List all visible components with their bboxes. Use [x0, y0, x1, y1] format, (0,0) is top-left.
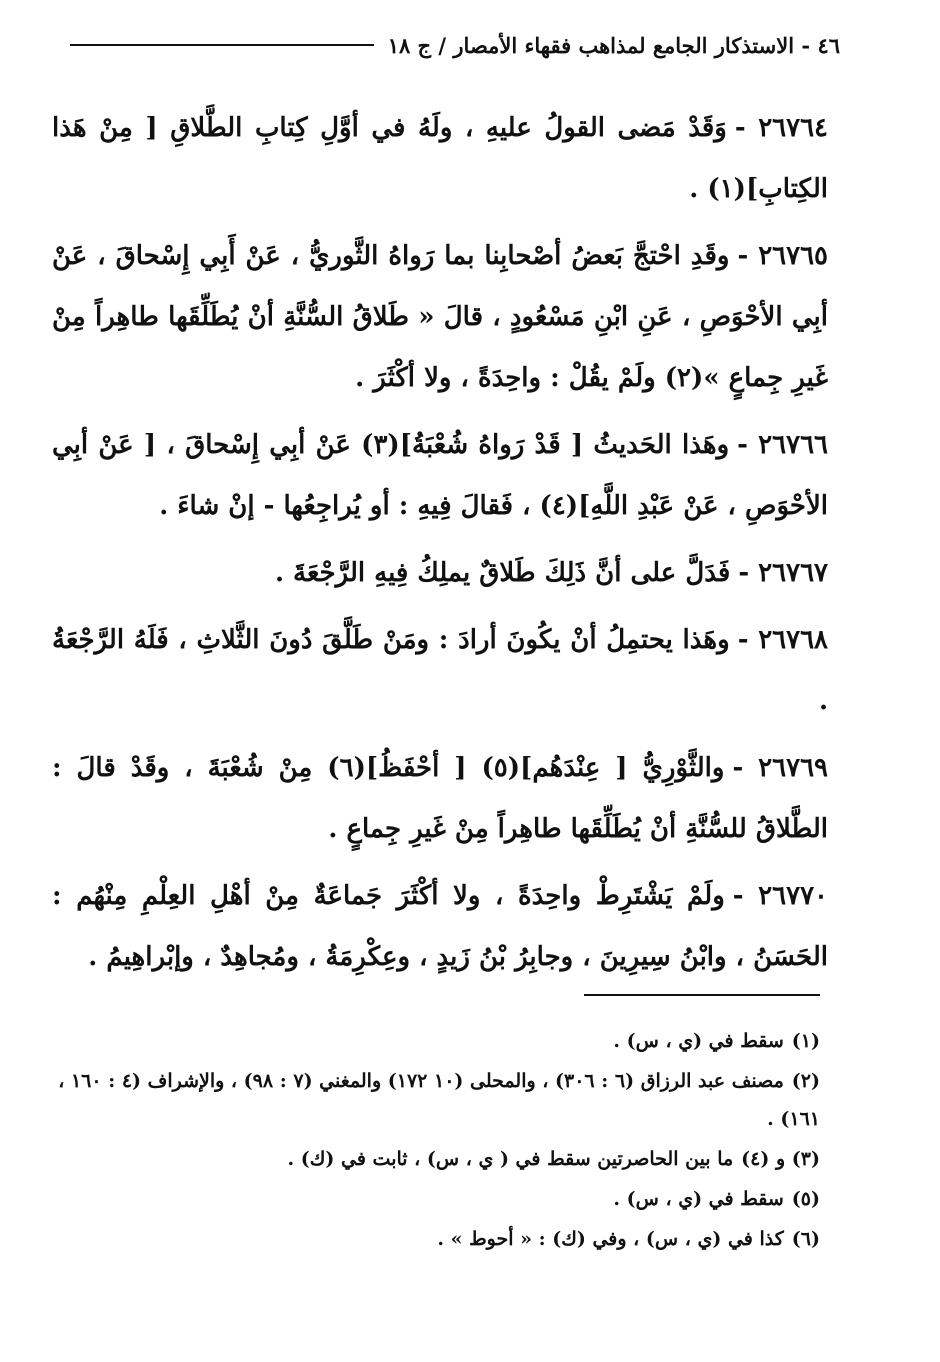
footnote-marker: (١)	[791, 1030, 820, 1052]
footnote-marker: (٦)	[791, 1228, 820, 1250]
paragraph	[52, 415, 828, 537]
footnote-text: مصنف عبد الرزاق (٦ : ٣٠٦) ، والمحلى (١٠ ١٧٢) والمغني (٧ : ٩٨) ، والإشراف (٤ : ١٦٠ ، ١٦١) .	[58, 1070, 820, 1130]
footnote-marker: (٢)	[791, 1070, 820, 1092]
paragraph-text: وَقَدْ مَضى القولُ عليهِ ، ولَهُ في أوَّلِ كِتابِ الطَّلاقِ [ مِنْ هَذا الكِتابِ](١) .	[52, 113, 828, 204]
paragraph-text: وهَذا الحَديثُ [ قَدْ رَواهُ شُعْبَةُ](٣) عَنْ أبِي إِسْحاقَ ، [ عَنْ أبِي الأحْوَصِ ، عَنْ عَبْدِ اللَّهِ](٤) ، فَقالَ فِيهِ : أو يُراجِعُها - إنْ شاءَ .	[52, 430, 828, 521]
paragraph-number: ٢٦٧٦٦ -	[737, 430, 828, 460]
header-rule	[70, 44, 374, 46]
paragraph-text: فَدَلَّ على أنَّ ذَلِكَ طَلاقٌ يملِكُ فِيهِ الرَّجْعَةَ .	[274, 558, 731, 588]
paragraph-number: ٢٦٧٦٨ -	[737, 625, 829, 655]
paragraph	[52, 98, 828, 220]
running-title: ٤٦ - الاستذكار الجامع لمذاهب فقهاء الأمصار / ج ١٨	[387, 32, 840, 58]
paragraph	[52, 866, 828, 988]
footnote-marker: (٥)	[791, 1188, 820, 1210]
footnote-text: ما بين الحاصرتين سقط في ( ي ، س) ، ثابت في (ك) .	[287, 1148, 734, 1170]
footnote	[36, 1062, 820, 1138]
footnote	[36, 1140, 820, 1178]
paragraph-text: وقَدِ احْتجَّ بَعضُ أصْحابِنا بما رَواهُ الثَّوريُّ ، عَنْ أَبِي إِسْحاقَ ، عَنْ أبِي الأحْوَصِ ، عَنِ ابْنِ مَسْعُودٍ ، قالَ « طَلاقُ السُّنَّةِ أنْ يُطَلِّقَها طاهِراً مِنْ غَيرِ جِماعٍ »(٢) ولَمْ يقُلْ : واحِدَةً ، ولا أكْثَرَ .	[52, 241, 828, 393]
footnote-text: سقط في (ي ، س) .	[613, 1030, 784, 1052]
paragraph	[52, 226, 828, 409]
footnote-text: كذا في (ي ، س) ، وفي (ك) : « أحوط » .	[437, 1228, 784, 1250]
paragraph-text: وهَذا يحتمِلُ أنْ يكُونَ أرادَ : ومَنْ طَلَّقَ دُونَ الثَّلاثِ ، فَلَهُ الرَّجْعَةُ .	[52, 625, 828, 716]
footnote-separator	[584, 994, 820, 996]
paragraph	[52, 738, 828, 860]
paragraph-text: والثَّوْرِيُّ [ عِنْدَهُم](٥) [ أحْفَظُ](٦) مِنْ شُعْبَةَ ، وقَدْ قالَ : الطَّلاقُ للسُّنَّةِ أنْ يُطَلِّقَها طاهِراً مِنْ غَيرِ جِماعٍ .	[52, 753, 828, 844]
footnote	[36, 1180, 820, 1218]
paragraph	[52, 543, 828, 604]
paragraph-number: ٢٦٧٦٩ -	[732, 753, 828, 783]
paragraph-number: ٢٦٧٦٤ -	[734, 113, 829, 143]
footnote	[36, 1220, 820, 1258]
paragraph	[52, 610, 828, 732]
paragraph-text: ولَمْ يَشْتَرِطْ واحِدَةً ، ولا أكْثَرَ جَماعَةٌ مِنْ أهْلِ العِلْمِ مِنْهُم : الحَسَنُ ، وابْنُ سِيرِينَ ، وجابِرُ بْنُ زَيدٍ ، وعِكْرِمَةُ ، ومُجاهِدٌ ، وإبْراهِيمُ .	[52, 881, 828, 972]
page-header	[70, 28, 840, 62]
paragraph-number: ٢٦٧٧٠ -	[732, 881, 828, 911]
footnote-marker: (٣) و (٤)	[741, 1148, 820, 1170]
paragraph-number: ٢٦٧٦٧ -	[738, 558, 828, 588]
main-text	[52, 98, 828, 994]
paragraph-number: ٢٦٧٦٥ -	[737, 241, 829, 271]
footnotes	[36, 1022, 820, 1260]
footnote	[36, 1022, 820, 1060]
footnote-text: سقط في (ي ، س) .	[613, 1188, 784, 1210]
